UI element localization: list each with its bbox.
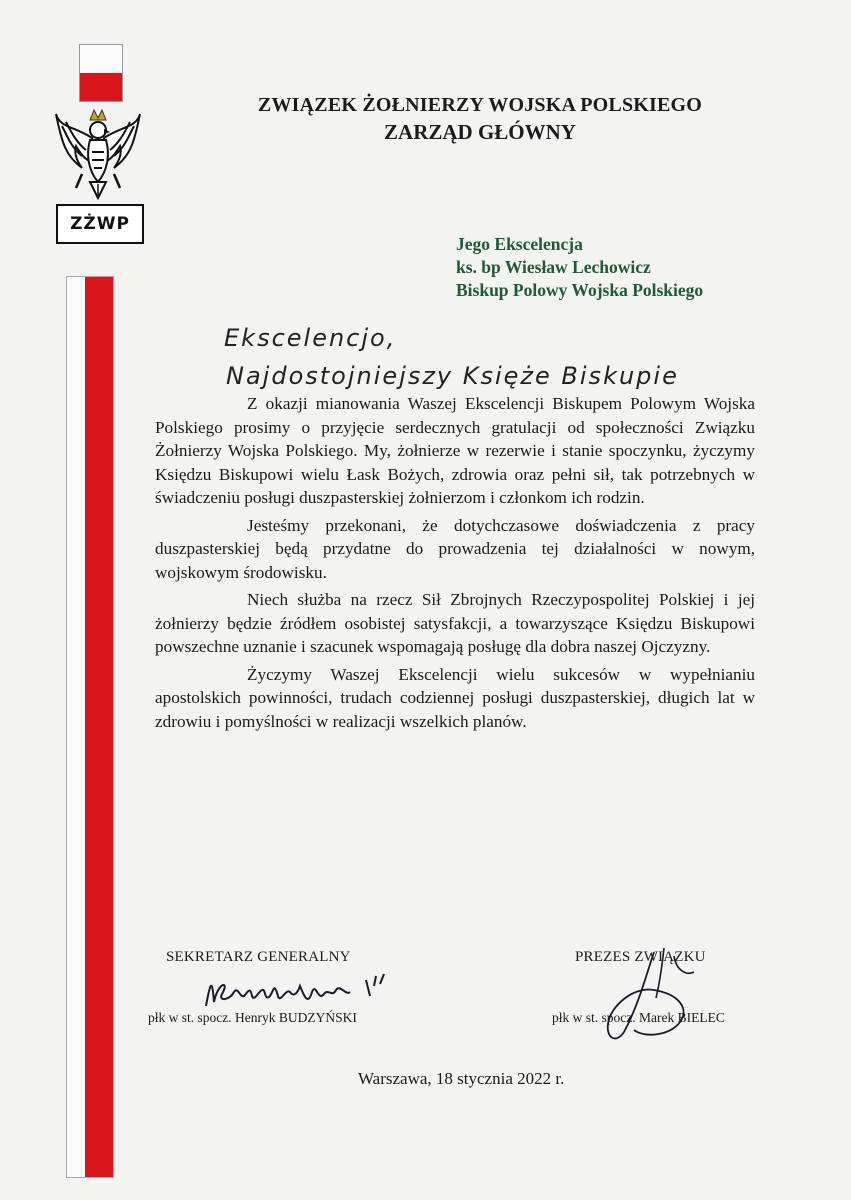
handwritten-salutation: [224, 319, 679, 395]
organization-header: [200, 92, 760, 146]
place-and-date: Warszawa, 18 stycznia 2022 r.: [358, 1069, 565, 1088]
paragraph-3: Niech służba na rzecz Sił Zbrojnych Rzeczypospolitej Polskiej i jej żołnierzy będzie źródłem osobistej satysfakcji, a towarzyszące Księdzu Biskupowi powszechne uznanie i szacunek wspomagają posługę dla dobra naszej Ojczyzny.: [155, 590, 755, 656]
paragraph-2: Jesteśmy przekonani, że dotychczasowe doświadczenia z pracy duszpasterskiej będą przydatne do prowadzenia tej działalności w nowym, wojskowym środowisku.: [155, 515, 755, 582]
salutation-line-2: Najdostojniejszy Księże Biskupie: [226, 362, 679, 390]
recipient-title: Biskup Polowy Wojska Polskiego: [456, 280, 704, 300]
polish-flag: [79, 44, 123, 102]
recipient-honorific: Jego Ekscelencja: [456, 234, 583, 254]
recipient-name: ks. bp Wiesław Lechowicz: [456, 257, 651, 277]
secretary-name: płk w st. spocz. Henryk BUDZYŃSKI: [148, 1010, 357, 1025]
organization-name: ZWIĄZEK ŻOŁNIERZY WOJSKA POLSKIEGO: [257, 94, 703, 116]
organization-board: ZARZĄD GŁÓWNY: [384, 120, 576, 144]
recipient-block: [456, 233, 703, 302]
flag-stripe: [66, 276, 114, 1178]
president-name: płk w st. spocz. Marek BIELEC: [552, 1010, 725, 1025]
logo-label: ZŻWP: [70, 214, 130, 234]
president-title: PREZES ZWIĄZKU: [575, 949, 706, 965]
zzwp-logo: [52, 104, 144, 246]
salutation-line-1: Ekscelencjo,: [224, 324, 397, 352]
secretary-title: SEKRETARZ GENERALNY: [166, 949, 351, 965]
eagle-icon: [52, 104, 144, 204]
paragraph-1: Z okazji mianowania Waszej Ekscelencji Biskupem Polowym Wojska Polskiego prosimy o przyjęcie serdecznych gratulacji od społeczności Związku Żołnierzy Wojska Polskiego. My, żołnierze w rezerwie i stanie spoczynku, życzymy Księdzu Biskupowi wielu Łask Bożych, zdrowia oraz pełni sił, tak potrzebnych w świadczeniu posługi duszpasterskiej żołnierzom i członkom ich rodzin.: [155, 394, 755, 507]
letter-body: [155, 392, 755, 737]
paragraph-4: Życzymy Waszej Ekscelencji wielu sukcesów w wypełnianiu apostolskich powinności, trudach codziennej posługi duszpasterskiej, długich lat w zdrowiu i pomyślności w realizacji wszelkich planów.: [155, 664, 755, 731]
logo-label-box: [56, 204, 144, 244]
president-signature: [594, 946, 704, 1046]
